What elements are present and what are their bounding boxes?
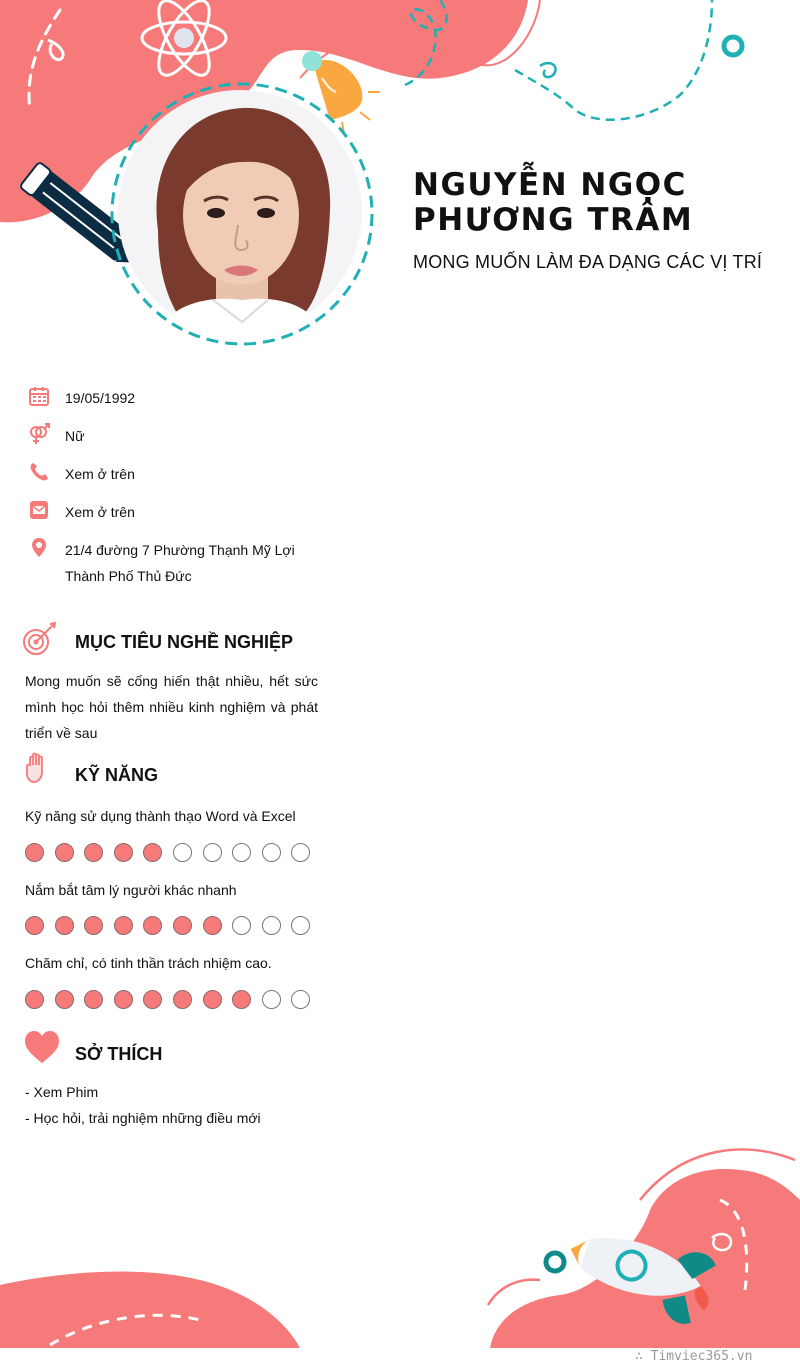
skill-dot-empty — [291, 843, 310, 862]
watermark: ∴ Timviec365.vn — [635, 1349, 753, 1364]
skill-dot-filled — [143, 843, 162, 862]
skill-name: Chăm chỉ, có tinh thần trách nhiệm cao. — [25, 955, 272, 971]
candidate-name — [413, 168, 773, 238]
skill-dot-filled — [25, 843, 44, 862]
skill-dot-filled — [25, 990, 44, 1009]
skill-dot-empty — [203, 843, 222, 862]
hobby-item: - Xem Phim — [25, 1084, 99, 1100]
skills-title: KỸ NĂNG — [75, 765, 159, 785]
skill-dot-filled — [232, 990, 251, 1009]
skill-name: Kỹ năng sử dụng thành thạo Word và Excel — [25, 808, 296, 824]
skill-dot-filled — [55, 990, 74, 1009]
skill-dot-filled — [203, 916, 222, 935]
skill-dot-empty — [262, 916, 281, 935]
skill-rating — [25, 843, 325, 865]
skill-dot-empty — [173, 843, 192, 862]
name-line-1: NGUYỄN NGỌC — [413, 167, 687, 203]
skill-dot-filled — [114, 990, 133, 1009]
skill-dot-filled — [25, 916, 44, 935]
skill-rating — [25, 990, 325, 1012]
skill-dot-empty — [232, 843, 251, 862]
target-icon — [22, 622, 58, 658]
avatar — [118, 90, 362, 334]
skill-dot-filled — [173, 990, 192, 1009]
address-line-1: 21/4 đường 7 Phường Thạnh Mỹ Lợi — [65, 542, 295, 558]
gender-icon — [28, 423, 50, 445]
skill-dot-empty — [262, 843, 281, 862]
email-icon — [28, 499, 50, 521]
watermark-text: Timviec365.vn — [650, 1349, 753, 1364]
skill-dot-empty — [232, 916, 251, 935]
skill-dot-filled — [84, 843, 103, 862]
skill-dot-filled — [114, 843, 133, 862]
hobbies-title: SỞ THÍCH — [75, 1044, 163, 1064]
skill-dot-filled — [203, 990, 222, 1009]
address-line-2: Thành Phố Thủ Đức — [65, 568, 192, 584]
phone-icon — [28, 461, 50, 483]
email-value: Xem ở trên — [65, 504, 135, 520]
skill-rating — [25, 916, 325, 938]
skill-dot-filled — [84, 990, 103, 1009]
skill-dot-empty — [262, 990, 281, 1009]
name-line-2: PHƯƠNG TRÂM — [413, 202, 694, 238]
skill-dot-filled — [143, 916, 162, 935]
skill-dot-filled — [55, 916, 74, 935]
skill-dot-filled — [114, 916, 133, 935]
birthday-value: 19/05/1992 — [65, 390, 136, 406]
job-objective-subtitle: MONG MUỐN LÀM ĐA DẠNG CÁC VỊ TRÍ — [413, 252, 763, 272]
hobby-item: - Học hỏi, trải nghiệm những điều mới — [25, 1110, 261, 1126]
skill-dot-empty — [291, 916, 310, 935]
skill-dot-filled — [173, 916, 192, 935]
phone-value: Xem ở trên — [65, 466, 135, 482]
skill-dot-filled — [84, 916, 103, 935]
skill-name: Nắm bắt tâm lý người khác nhanh — [25, 882, 237, 898]
hand-icon — [22, 752, 58, 788]
location-pin-icon — [28, 537, 50, 559]
skill-dot-filled — [55, 843, 74, 862]
heart-icon — [24, 1030, 60, 1066]
objective-title: MỤC TIÊU NGHỀ NGHIỆP — [75, 632, 294, 652]
skill-dot-filled — [143, 990, 162, 1009]
calendar-icon — [28, 385, 50, 407]
gender-value: Nữ — [65, 428, 85, 444]
skill-dot-empty — [291, 990, 310, 1009]
objective-text: Mong muốn sẽ cống hiến thật nhiều, hết sức mình học hỏi thêm nhiều kinh nghiệm và phát triển về sau — [25, 673, 318, 741]
